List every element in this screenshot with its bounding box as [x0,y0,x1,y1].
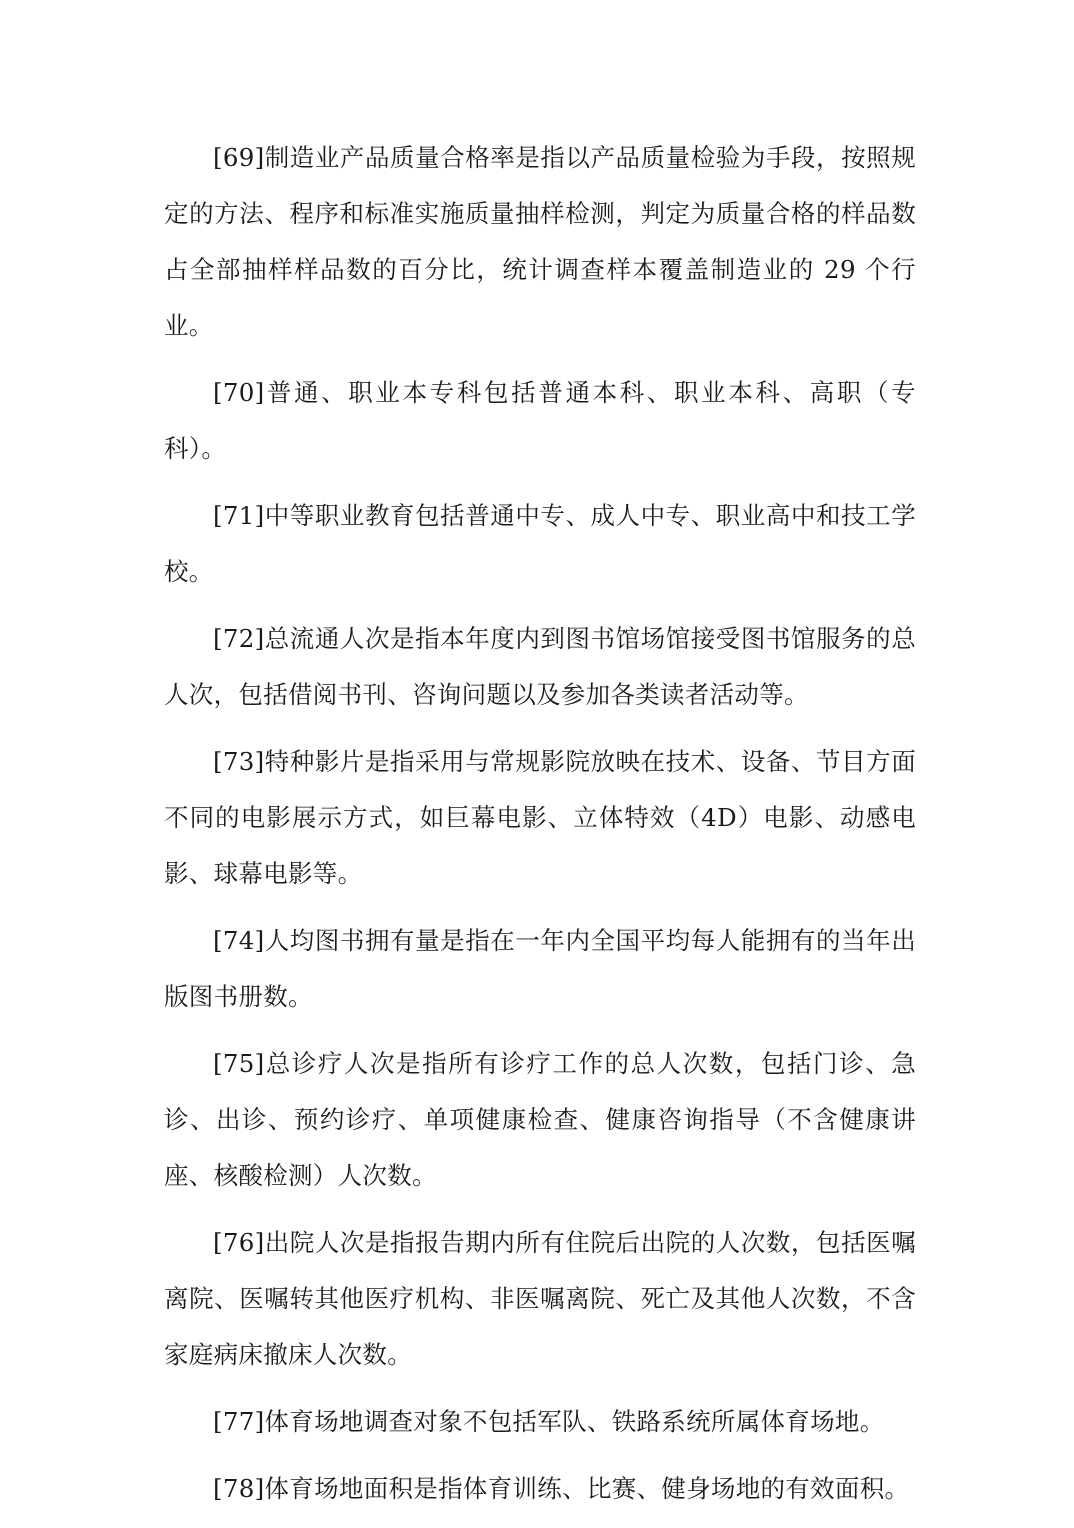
note-75: [75]总诊疗人次是指所有诊疗工作的总人次数，包括门诊、急诊、出诊、预约诊疗、单项健康检查、健康咨询指导（不含健康讲座、核酸检测）人次数。 [164,1049,916,1190]
note-71: [71]中等职业教育包括普通中专、成人中专、职业高中和技工学校。 [164,501,916,586]
note-76: [76]出院人次是指报告期内所有住院后出院的人次数，包括医嘱离院、医嘱转其他医疗机构、非医嘱离院、死亡及其他人次数，不含家庭病床撤床人次数。 [164,1228,916,1369]
note-74: [74]人均图书拥有量是指在一年内全国平均每人能拥有的当年出版图书册数。 [164,926,916,1011]
note-78: [78]体育场地面积是指体育训练、比赛、健身场地的有效面积。 [213,1474,910,1503]
document-page [164,130,916,1528]
note-69: [69]制造业产品质量合格率是指以产品质量检验为手段，按照规定的方法、程序和标准实施质量抽样检测，判定为质量合格的样品数占全部抽样样品数的百分比，统计调查样本覆盖制造业的 29 个行业。 [164,143,916,340]
note-77: [77]体育场地调查对象不包括军队、铁路系统所属体育场地。 [213,1407,885,1436]
note-70: [70]普通、职业本专科包括普通本科、职业本科、高职（专科）。 [164,378,916,463]
note-72: [72]总流通人次是指本年度内到图书馆场馆接受图书馆服务的总人次，包括借阅书刊、咨询问题以及参加各类读者活动等。 [164,624,916,709]
note-73: [73]特种影片是指采用与常规影院放映在技术、设备、节目方面不同的电影展示方式，如巨幕电影、立体特效（4D）电影、动感电影、球幕电影等。 [164,747,916,888]
